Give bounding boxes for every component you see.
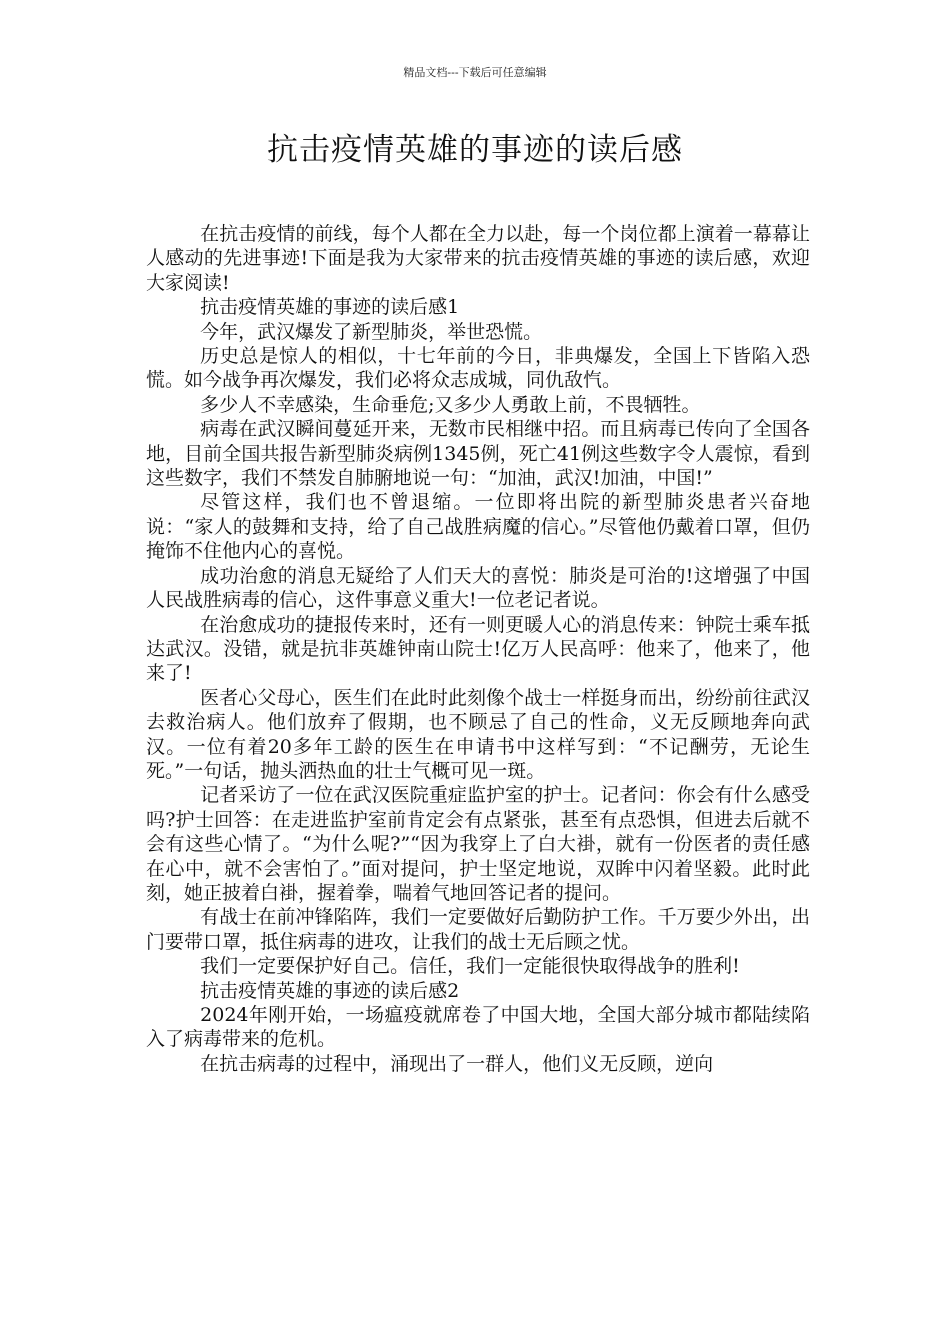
section-heading-2: 抗击疫情英雄的事迹的读后感2 xyxy=(200,979,460,1002)
body-paragraph: 医者心父母心，医生们在此时此刻像个战士一样挺身而出，纷纷前往武汉去救治病人。他们放弃了假期，也不顾忌了自己的性命，义无反顾地奔向武汉。一位有着20多年工龄的医生在申请书中这样写到：“不记酬劳，无论生死。”一句话，抛头洒热血的壮士气概可见一斑。 xyxy=(146,686,810,782)
body-paragraph: 有战士在前冲锋陷阵，我们一定要做好后勤防护工作。千万要少外出，出门要带口罩，抵住病毒的进攻，让我们的战士无后顾之忧。 xyxy=(146,906,810,953)
body-paragraph: 今年，武汉爆发了新型肺炎，举世恐慌。 xyxy=(200,320,543,343)
page-header-note: 精品文档---下载后可任意编辑 xyxy=(403,66,547,79)
body-paragraph: 尽管这样，我们也不曾退缩。一位即将出院的新型肺炎患者兴奋地说：“家人的鼓舞和支持，给了自己战胜病魔的信心。”尽管他仍戴着口罩，但仍掩饰不住他内心的喜悦。 xyxy=(146,491,810,563)
intro-paragraph: 在抗击疫情的前线，每个人都在全力以赴，每一个岗位都上演着一幕幕让人感动的先进事迹!下面是我为大家带来的抗击疫情英雄的事迹的读后感，欢迎大家阅读! xyxy=(146,223,810,294)
body-paragraph: 在治愈成功的捷报传来时，还有一则更暖人心的消息传来：钟院士乘车抵达武汉。没错，就是抗非英雄钟南山院士!亿万人民高呼：他来了，他来了，他来了! xyxy=(146,613,810,685)
document-title: 抗击疫情英雄的事迹的读后感 xyxy=(267,132,683,168)
section-heading-1: 抗击疫情英雄的事迹的读后感1 xyxy=(200,296,460,319)
body-paragraph: 病毒在武汉瞬间蔓延开来，无数市民相继中招。而且病毒已传向了全国各地，目前全国共报告新型肺炎病例1345例，死亡41例这些数字令人震惊，看到这些数字，我们不禁发自肺腑地说一句：“加油，武汉!加油，中国!” xyxy=(146,418,810,490)
body-paragraph: 历史总是惊人的相似，十七年前的今日，非典爆发，全国上下皆陷入恐慌。如今战争再次爆发，我们必将众志成城，同仇敌忾。 xyxy=(146,345,810,392)
body-paragraph: 记者采访了一位在武汉医院重症监护室的护士。记者问：你会有什么感受吗?护士回答：在走进监护室前肯定会有点紧张，甚至有点恐惧，但进去后就不会有这些心情了。“为什么呢?”“因为我穿上了白大褂，就有一份医者的责任感在心中，就不会害怕了。”面对提问，护士坚定地说，双眸中闪着坚毅。此时此刻，她正披着白褂，握着拳，喘着气地回答记者的提问。 xyxy=(146,784,810,904)
body-paragraph: 我们一定要保护好自己。信任，我们一定能很快取得战争的胜利! xyxy=(200,955,740,978)
body-paragraph: 多少人不幸感染，生命垂危;又多少人勇敢上前，不畏牺牲。 xyxy=(200,393,701,416)
document-body xyxy=(146,222,810,1076)
body-paragraph: 成功治愈的消息无疑给了人们天大的喜悦：肺炎是可治的!这增强了中国人民战胜病毒的信心，这件事意义重大!一位老记者说。 xyxy=(146,564,810,612)
body-paragraph: 在抗击病毒的过程中，涌现出了一群人，他们义无反顾，逆向 xyxy=(200,1052,714,1075)
body-paragraph: 2024年刚开始，一场瘟疫就席卷了中国大地，全国大部分城市都陆续陷入了病毒带来的危机。 xyxy=(146,1004,810,1051)
